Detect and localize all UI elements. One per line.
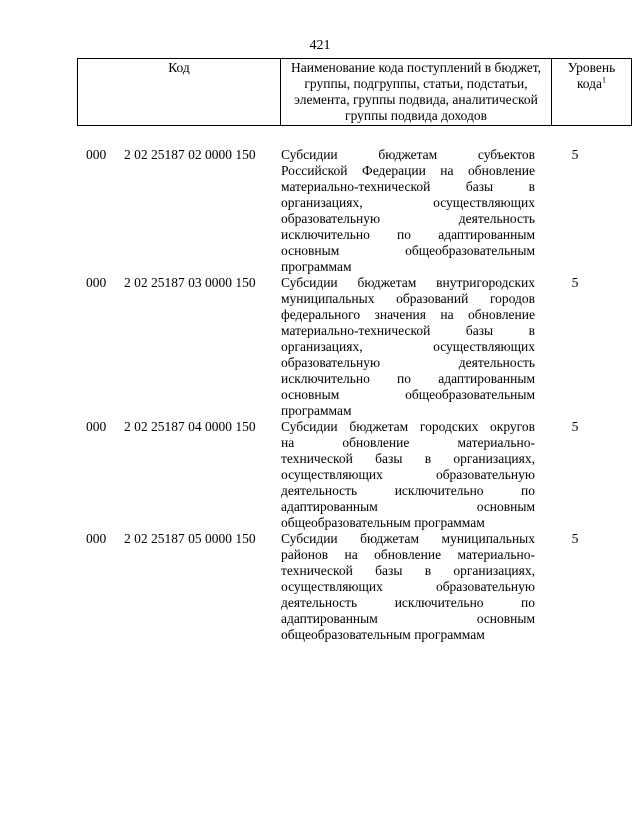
header-level-footnote: 1 xyxy=(602,75,607,85)
row-code-prefix: 000 xyxy=(86,147,107,162)
row-name-line: материально-технической базы в xyxy=(281,323,535,338)
row-code-prefix: 000 xyxy=(86,275,107,290)
row-name-line: осуществляющих образовательную xyxy=(281,467,535,482)
row-name-line: Субсидии бюджетам городских округов xyxy=(281,419,535,434)
row-name-line: технической базы в организациях, xyxy=(281,563,535,578)
row-name-line: федерального значения на обновление xyxy=(281,307,535,322)
row-name-line: исключительно по адаптированным xyxy=(281,227,535,242)
header-row xyxy=(78,59,632,126)
row-code: 2 02 25187 03 0000 150 xyxy=(124,275,256,290)
row-name-line: образовательную деятельность xyxy=(281,211,535,226)
row-name-line: Субсидии бюджетам субъектов xyxy=(281,147,535,162)
row-name-line: адаптированным основным xyxy=(281,499,535,514)
row-name-line: образовательную деятельность xyxy=(281,355,535,370)
row-level: 5 xyxy=(571,531,579,546)
header-name: Наименование кода поступлений в бюджет, группы, подгруппы, статьи, подстатьи, элемента, группы подвида, аналитической группы подвида доходов xyxy=(281,59,552,126)
table-body xyxy=(0,147,640,643)
row-name xyxy=(281,275,535,419)
row-code-prefix: 000 xyxy=(86,531,107,546)
row-name-line: деятельность исключительно по xyxy=(281,483,535,498)
row-code: 2 02 25187 04 0000 150 xyxy=(124,419,256,434)
row-name-line: материально-технической базы в xyxy=(281,179,535,194)
table-row xyxy=(0,419,640,531)
row-name-line: технической базы в организациях, xyxy=(281,451,535,466)
row-name-line: основным общеобразовательным xyxy=(281,243,535,258)
row-level: 5 xyxy=(571,147,579,162)
row-name xyxy=(281,419,535,531)
row-name-line: программам xyxy=(281,259,352,274)
row-name-line: общеобразовательным программам xyxy=(281,515,485,530)
row-name-line: деятельность исключительно по xyxy=(281,595,535,610)
row-name-line: Субсидии бюджетам муниципальных xyxy=(281,531,535,546)
row-name xyxy=(281,147,535,275)
row-name-line: районов на обновление материально- xyxy=(281,547,535,562)
row-level: 5 xyxy=(571,275,579,290)
row-name-line: адаптированным основным xyxy=(281,611,535,626)
row-name-line: общеобразовательным программам xyxy=(281,627,485,642)
table-header xyxy=(77,58,632,126)
row-code: 2 02 25187 02 0000 150 xyxy=(124,147,256,162)
row-name-line: организациях, осуществляющих xyxy=(281,195,535,210)
row-level: 5 xyxy=(571,419,579,434)
row-name-line: муниципальных образований городов xyxy=(281,291,535,306)
row-name-line: программам xyxy=(281,403,352,418)
table-row xyxy=(0,531,640,643)
table-row xyxy=(0,275,640,419)
row-name-line: осуществляющих образовательную xyxy=(281,579,535,594)
row-name-line: Российской Федерации на обновление xyxy=(281,163,535,178)
row-name-line: организациях, осуществляющих xyxy=(281,339,535,354)
row-name-line: на обновление материально- xyxy=(281,435,535,450)
header-level: Уровень кода xyxy=(567,60,616,91)
page-number: 421 xyxy=(309,38,331,53)
row-code-prefix: 000 xyxy=(86,419,107,434)
table-row xyxy=(0,147,640,275)
header-code: Код xyxy=(78,59,281,126)
row-name-line: исключительно по адаптированным xyxy=(281,371,535,386)
row-name xyxy=(281,531,535,643)
row-code: 2 02 25187 05 0000 150 xyxy=(124,531,256,546)
row-name-line: Субсидии бюджетам внутригородских xyxy=(281,275,535,290)
row-name-line: основным общеобразовательным xyxy=(281,387,535,402)
header-level-cell xyxy=(552,59,632,126)
